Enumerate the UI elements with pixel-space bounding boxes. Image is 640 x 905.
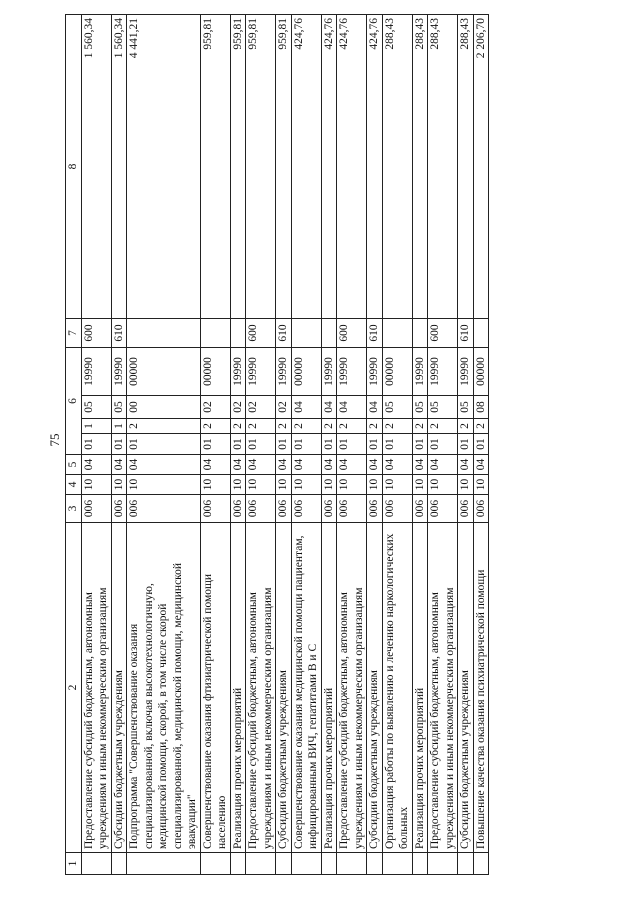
table-row bbox=[321, 15, 337, 875]
row-name-cell: Реализация прочих мероприятий bbox=[321, 523, 337, 853]
row-value-cell: 10 bbox=[276, 475, 292, 495]
table-row bbox=[428, 15, 458, 875]
row-value-cell: 600 bbox=[337, 319, 367, 348]
row-value-cell: 10 bbox=[337, 475, 367, 495]
row-value-cell: 19990 bbox=[111, 348, 127, 396]
row-name-cell: Предоставление субсидий бюджетным, автономным учреждениям и иным некоммерческим организациям bbox=[246, 523, 276, 853]
table-row bbox=[81, 15, 111, 875]
row-value-cell: 10 bbox=[367, 475, 383, 495]
row-value-cell bbox=[473, 319, 489, 348]
row-number-cell bbox=[473, 853, 489, 875]
row-value-cell: 10 bbox=[127, 475, 201, 495]
row-value-cell bbox=[230, 319, 246, 348]
row-value-cell: 19990 bbox=[81, 348, 111, 396]
row-number-cell bbox=[382, 853, 412, 875]
row-value-cell: 424,76 bbox=[367, 15, 383, 319]
row-value-cell: 10 bbox=[200, 475, 230, 495]
row-value-cell: 006 bbox=[473, 495, 489, 523]
row-value-cell: 288,43 bbox=[382, 15, 412, 319]
row-value-cell: 610 bbox=[458, 319, 474, 348]
row-value-cell: 00000 bbox=[200, 348, 230, 396]
row-value-cell: 01 bbox=[246, 434, 276, 455]
table-row bbox=[200, 15, 230, 875]
row-value-cell: 006 bbox=[276, 495, 292, 523]
row-value-cell: 959,81 bbox=[230, 15, 246, 319]
row-value-cell: 006 bbox=[230, 495, 246, 523]
row-value-cell: 04 bbox=[337, 396, 367, 419]
row-name-cell: Повышение качества оказания психиатрической помощи bbox=[473, 523, 489, 853]
header-cell: 8 bbox=[66, 15, 82, 319]
row-value-cell: 01 bbox=[127, 434, 201, 455]
row-number-cell bbox=[367, 853, 383, 875]
row-value-cell: 19990 bbox=[337, 348, 367, 396]
row-value-cell: 006 bbox=[127, 495, 201, 523]
row-value-cell: 600 bbox=[428, 319, 458, 348]
row-value-cell: 19990 bbox=[246, 348, 276, 396]
row-value-cell: 01 bbox=[81, 434, 111, 455]
row-value-cell: 05 bbox=[428, 396, 458, 419]
row-value-cell: 1 560,34 bbox=[111, 15, 127, 319]
row-name-cell: Совершенствование оказания фтизиатрической помощи населению bbox=[200, 523, 230, 853]
row-value-cell: 959,81 bbox=[276, 15, 292, 319]
row-value-cell: 04 bbox=[246, 455, 276, 475]
header-cell: 3 bbox=[66, 495, 82, 523]
row-value-cell bbox=[412, 319, 428, 348]
row-value-cell: 600 bbox=[81, 319, 111, 348]
row-value-cell: 006 bbox=[321, 495, 337, 523]
row-value-cell: 04 bbox=[473, 455, 489, 475]
table-body bbox=[81, 15, 489, 875]
row-value-cell: 01 bbox=[412, 434, 428, 455]
row-value-cell: 05 bbox=[382, 396, 412, 419]
row-name-cell: Организация работы по выявлению и лечению наркологических больных bbox=[382, 523, 412, 853]
row-value-cell: 05 bbox=[81, 396, 111, 419]
table-row bbox=[412, 15, 428, 875]
row-value-cell: 04 bbox=[111, 455, 127, 475]
header-cell: 1 bbox=[66, 853, 82, 875]
table-row bbox=[337, 15, 367, 875]
row-value-cell: 19990 bbox=[367, 348, 383, 396]
row-value-cell: 01 bbox=[337, 434, 367, 455]
header-cell: 5 bbox=[66, 455, 82, 475]
row-value-cell: 04 bbox=[428, 455, 458, 475]
row-value-cell: 04 bbox=[291, 455, 321, 475]
row-value-cell: 04 bbox=[291, 396, 321, 419]
row-value-cell bbox=[200, 319, 230, 348]
row-name-cell: Предоставление субсидий бюджетным, автономным учреждениям и иным некоммерческим организациям bbox=[428, 523, 458, 853]
row-value-cell: 04 bbox=[230, 455, 246, 475]
row-value-cell: 10 bbox=[230, 475, 246, 495]
row-value-cell: 05 bbox=[458, 396, 474, 419]
row-value-cell: 01 bbox=[276, 434, 292, 455]
row-value-cell: 00000 bbox=[127, 348, 201, 396]
table-row bbox=[276, 15, 292, 875]
row-name-cell: Реализация прочих мероприятий bbox=[230, 523, 246, 853]
row-name-cell: Субсидии бюджетным учреждениям bbox=[276, 523, 292, 853]
row-value-cell: 006 bbox=[246, 495, 276, 523]
row-value-cell: 2 bbox=[337, 419, 367, 434]
row-value-cell: 2 bbox=[428, 419, 458, 434]
row-value-cell: 610 bbox=[367, 319, 383, 348]
row-value-cell: 2 206,70 bbox=[473, 15, 489, 319]
row-value-cell: 959,81 bbox=[246, 15, 276, 319]
row-value-cell: 04 bbox=[367, 396, 383, 419]
row-value-cell: 10 bbox=[428, 475, 458, 495]
row-value-cell: 19990 bbox=[321, 348, 337, 396]
row-value-cell: 01 bbox=[367, 434, 383, 455]
row-name-cell: Совершенствование оказания медицинской помощи пациентам, инфицированным ВИЧ, гепатитами В и С bbox=[291, 523, 321, 853]
row-value-cell: 04 bbox=[412, 455, 428, 475]
row-value-cell: 288,43 bbox=[412, 15, 428, 319]
rotated-table-wrapper bbox=[65, 18, 610, 875]
row-value-cell: 01 bbox=[321, 434, 337, 455]
row-value-cell: 2 bbox=[321, 419, 337, 434]
row-value-cell: 08 bbox=[473, 396, 489, 419]
row-value-cell: 00000 bbox=[291, 348, 321, 396]
row-value-cell: 006 bbox=[111, 495, 127, 523]
row-value-cell bbox=[127, 319, 201, 348]
row-value-cell: 2 bbox=[367, 419, 383, 434]
row-value-cell: 2 bbox=[276, 419, 292, 434]
row-name-cell: Субсидии бюджетным учреждениям bbox=[111, 523, 127, 853]
row-name-cell: Предоставление субсидий бюджетным, автономным учреждениям и иным некоммерческим организациям bbox=[337, 523, 367, 853]
row-value-cell: 01 bbox=[230, 434, 246, 455]
row-number-cell bbox=[111, 853, 127, 875]
row-value-cell: 10 bbox=[246, 475, 276, 495]
row-value-cell: 600 bbox=[246, 319, 276, 348]
table-row bbox=[230, 15, 246, 875]
header-row bbox=[66, 15, 82, 875]
row-value-cell: 04 bbox=[321, 396, 337, 419]
page-number: 75 bbox=[47, 433, 62, 447]
table-row bbox=[111, 15, 127, 875]
row-value-cell: 02 bbox=[230, 396, 246, 419]
row-value-cell: 10 bbox=[321, 475, 337, 495]
row-number-cell bbox=[200, 853, 230, 875]
row-value-cell: 424,76 bbox=[291, 15, 321, 319]
row-value-cell: 04 bbox=[200, 455, 230, 475]
row-value-cell: 006 bbox=[337, 495, 367, 523]
row-number-cell bbox=[276, 853, 292, 875]
table-row bbox=[246, 15, 276, 875]
row-value-cell: 288,43 bbox=[458, 15, 474, 319]
row-value-cell: 01 bbox=[458, 434, 474, 455]
row-value-cell: 1 bbox=[111, 419, 127, 434]
row-value-cell: 10 bbox=[291, 475, 321, 495]
row-value-cell: 006 bbox=[81, 495, 111, 523]
row-value-cell: 424,76 bbox=[337, 15, 367, 319]
row-value-cell: 05 bbox=[111, 396, 127, 419]
row-value-cell: 610 bbox=[111, 319, 127, 348]
table-row bbox=[291, 15, 321, 875]
row-value-cell: 1 bbox=[81, 419, 111, 434]
row-value-cell: 00000 bbox=[382, 348, 412, 396]
row-value-cell: 04 bbox=[367, 455, 383, 475]
row-value-cell: 2 bbox=[382, 419, 412, 434]
row-value-cell: 00 bbox=[127, 396, 201, 419]
row-value-cell: 19990 bbox=[458, 348, 474, 396]
row-value-cell: 2 bbox=[246, 419, 276, 434]
row-value-cell: 4 441,21 bbox=[127, 15, 201, 319]
row-value-cell: 04 bbox=[321, 455, 337, 475]
row-value-cell: 10 bbox=[412, 475, 428, 495]
row-value-cell: 04 bbox=[458, 455, 474, 475]
row-value-cell: 2 bbox=[412, 419, 428, 434]
table-row bbox=[127, 15, 201, 875]
row-value-cell: 04 bbox=[81, 455, 111, 475]
row-value-cell: 006 bbox=[291, 495, 321, 523]
row-number-cell bbox=[458, 853, 474, 875]
row-value-cell bbox=[291, 319, 321, 348]
row-value-cell: 006 bbox=[458, 495, 474, 523]
header-cell: 2 bbox=[66, 523, 82, 853]
row-value-cell: 424,76 bbox=[321, 15, 337, 319]
row-number-cell bbox=[230, 853, 246, 875]
row-value-cell: 288,43 bbox=[428, 15, 458, 319]
row-value-cell bbox=[382, 319, 412, 348]
row-value-cell: 01 bbox=[291, 434, 321, 455]
row-number-cell bbox=[81, 853, 111, 875]
row-value-cell: 04 bbox=[276, 455, 292, 475]
row-value-cell: 02 bbox=[200, 396, 230, 419]
row-number-cell bbox=[412, 853, 428, 875]
row-value-cell: 05 bbox=[412, 396, 428, 419]
row-value-cell: 006 bbox=[412, 495, 428, 523]
row-name-cell: Субсидии бюджетным учреждениям bbox=[458, 523, 474, 853]
row-value-cell: 19990 bbox=[230, 348, 246, 396]
row-value-cell: 2 bbox=[127, 419, 201, 434]
row-value-cell: 04 bbox=[127, 455, 201, 475]
row-value-cell: 01 bbox=[200, 434, 230, 455]
header-cell: 7 bbox=[66, 319, 82, 348]
row-number-cell bbox=[428, 853, 458, 875]
row-value-cell: 006 bbox=[382, 495, 412, 523]
table-row bbox=[367, 15, 383, 875]
row-value-cell: 006 bbox=[367, 495, 383, 523]
row-value-cell: 04 bbox=[382, 455, 412, 475]
row-value-cell: 00000 bbox=[473, 348, 489, 396]
row-value-cell: 10 bbox=[81, 475, 111, 495]
row-value-cell: 006 bbox=[200, 495, 230, 523]
row-value-cell: 2 bbox=[200, 419, 230, 434]
row-value-cell: 04 bbox=[337, 455, 367, 475]
row-value-cell: 10 bbox=[473, 475, 489, 495]
row-name-cell: Субсидии бюджетным учреждениям bbox=[367, 523, 383, 853]
row-name-cell: Предоставление субсидий бюджетным, автономным учреждениям и иным некоммерческим организациям bbox=[81, 523, 111, 853]
table-row bbox=[382, 15, 412, 875]
row-number-cell bbox=[291, 853, 321, 875]
row-value-cell: 10 bbox=[111, 475, 127, 495]
row-value-cell: 19990 bbox=[276, 348, 292, 396]
row-name-cell: Реализация прочих мероприятий bbox=[412, 523, 428, 853]
row-value-cell: 1 560,34 bbox=[81, 15, 111, 319]
row-value-cell: 2 bbox=[291, 419, 321, 434]
row-value-cell: 01 bbox=[111, 434, 127, 455]
row-number-cell bbox=[246, 853, 276, 875]
row-value-cell: 006 bbox=[428, 495, 458, 523]
row-value-cell: 01 bbox=[428, 434, 458, 455]
row-number-cell bbox=[337, 853, 367, 875]
budget-table bbox=[65, 14, 489, 875]
row-value-cell bbox=[321, 319, 337, 348]
table-row bbox=[458, 15, 474, 875]
table-row bbox=[473, 15, 489, 875]
row-value-cell: 10 bbox=[382, 475, 412, 495]
row-value-cell: 19990 bbox=[428, 348, 458, 396]
row-number-cell bbox=[321, 853, 337, 875]
row-value-cell: 02 bbox=[276, 396, 292, 419]
row-value-cell: 2 bbox=[458, 419, 474, 434]
row-value-cell: 02 bbox=[246, 396, 276, 419]
header-cell: 4 bbox=[66, 475, 82, 495]
row-value-cell: 01 bbox=[382, 434, 412, 455]
row-value-cell: 10 bbox=[458, 475, 474, 495]
row-value-cell: 19990 bbox=[412, 348, 428, 396]
row-value-cell: 959,81 bbox=[200, 15, 230, 319]
row-value-cell: 2 bbox=[473, 419, 489, 434]
row-value-cell: 610 bbox=[276, 319, 292, 348]
row-name-cell: Подпрограмма "Совершенствование оказания специализированной, включая высокотехнологичную, медицинской помощи, скорой, в том числе скорой специализированной, медицинской помощи, медицинской эвакуации" bbox=[127, 523, 201, 853]
row-value-cell: 2 bbox=[230, 419, 246, 434]
row-value-cell: 01 bbox=[473, 434, 489, 455]
row-number-cell bbox=[127, 853, 201, 875]
header-cell: 6 bbox=[66, 348, 82, 455]
